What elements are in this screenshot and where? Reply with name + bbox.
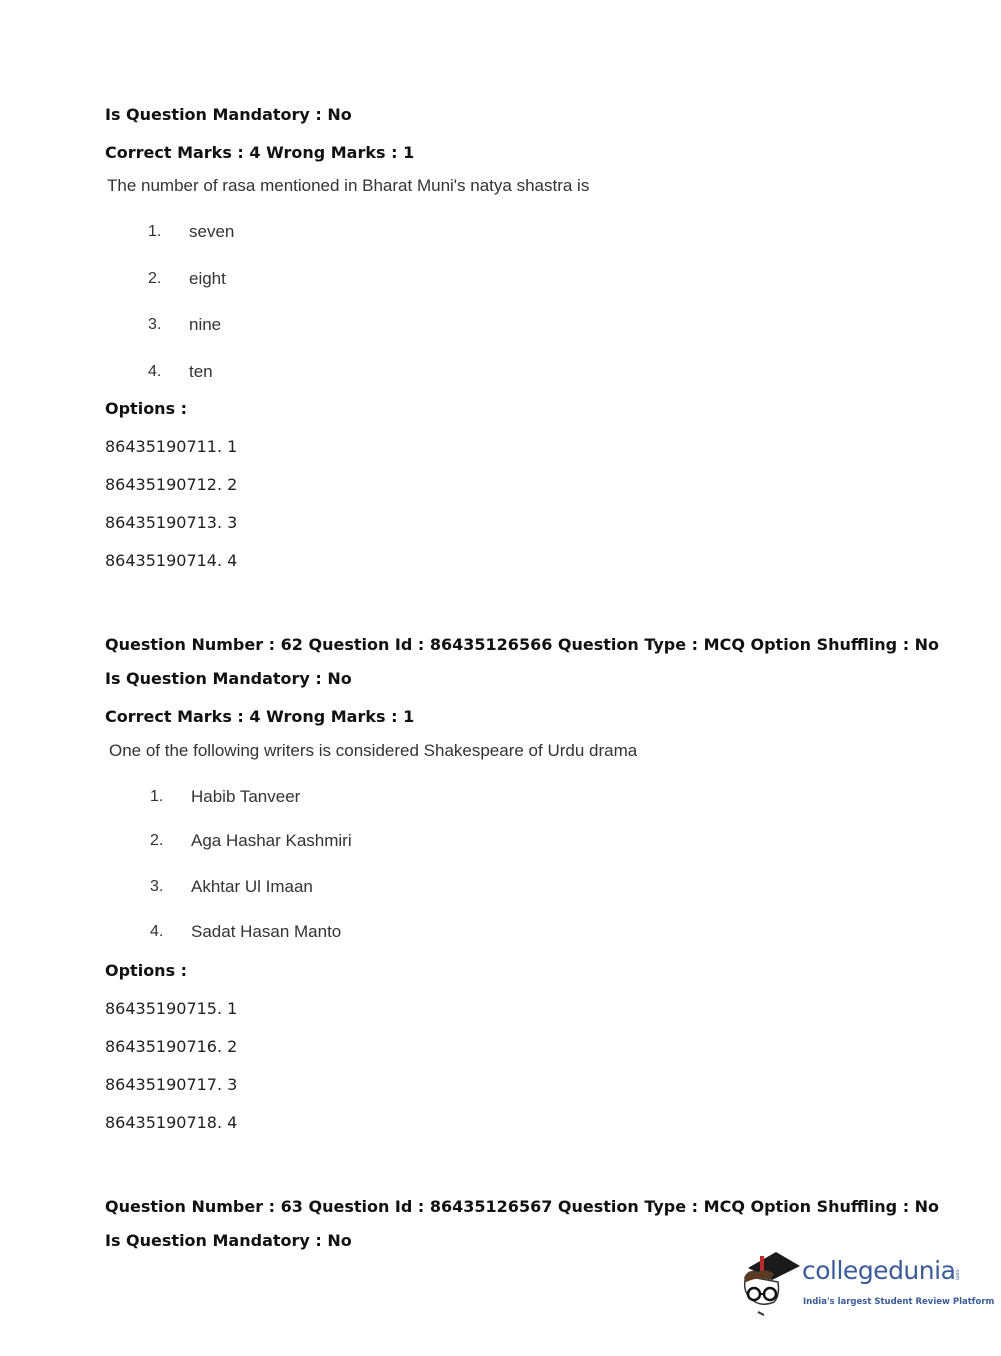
- mandatory-line: Is Question Mandatory : No: [105, 669, 352, 688]
- choice-number: 1.: [150, 788, 164, 805]
- choice-number: 2.: [150, 832, 164, 849]
- logo-suffix: .com: [954, 1268, 960, 1281]
- choice-label: ten: [189, 362, 213, 381]
- mandatory-line: Is Question Mandatory : No: [105, 1231, 352, 1250]
- choice-number: 1.: [148, 223, 162, 240]
- option-id: 86435190711. 1: [105, 437, 238, 456]
- option-id: 86435190715. 1: [105, 999, 238, 1018]
- marks-line: Correct Marks : 4 Wrong Marks : 1: [105, 143, 415, 162]
- choice-number: 4.: [148, 363, 162, 380]
- option-id: 86435190716. 2: [105, 1037, 238, 1056]
- choice-label: Habib Tanveer: [191, 787, 301, 806]
- choice-number: 3.: [148, 316, 162, 333]
- logo-tagline: India's largest Student Review Platform: [803, 1297, 995, 1307]
- choice-label: nine: [189, 315, 222, 334]
- question-text: The number of rasa mentioned in Bharat Muni's natya shastra is: [107, 176, 590, 195]
- question-header: Question Number : 62 Question Id : 86435126566 Question Type : MCQ Option Shuffling : No: [105, 635, 940, 654]
- mascot-icon: [740, 1250, 804, 1320]
- choice-number: 2.: [148, 270, 162, 287]
- choice-label: Sadat Hasan Manto: [191, 922, 342, 941]
- choice-label: Aga Hashar Kashmiri: [191, 831, 352, 850]
- question-text: One of the following writers is considered Shakespeare of Urdu drama: [109, 741, 638, 760]
- choice-number: 3.: [150, 878, 164, 895]
- option-id: 86435190717. 3: [105, 1075, 238, 1094]
- question-header: Question Number : 63 Question Id : 86435126567 Question Type : MCQ Option Shuffling : No: [105, 1197, 940, 1216]
- option-id: 86435190718. 4: [105, 1113, 238, 1132]
- choice-label: Akhtar Ul Imaan: [191, 877, 313, 896]
- option-id: 86435190714. 4: [105, 551, 238, 570]
- options-label: Options :: [105, 399, 188, 418]
- option-id: 86435190713. 3: [105, 513, 238, 532]
- marks-line: Correct Marks : 4 Wrong Marks : 1: [105, 707, 415, 726]
- option-id: 86435190712. 2: [105, 475, 238, 494]
- choice-number: 4.: [150, 923, 164, 940]
- options-label: Options :: [105, 961, 188, 980]
- collegedunia-logo: [740, 1250, 995, 1320]
- mandatory-line: Is Question Mandatory : No: [105, 105, 352, 124]
- logo-wordmark: collegedunia: [802, 1256, 956, 1285]
- choice-label: seven: [189, 222, 235, 241]
- choice-label: eight: [189, 269, 226, 288]
